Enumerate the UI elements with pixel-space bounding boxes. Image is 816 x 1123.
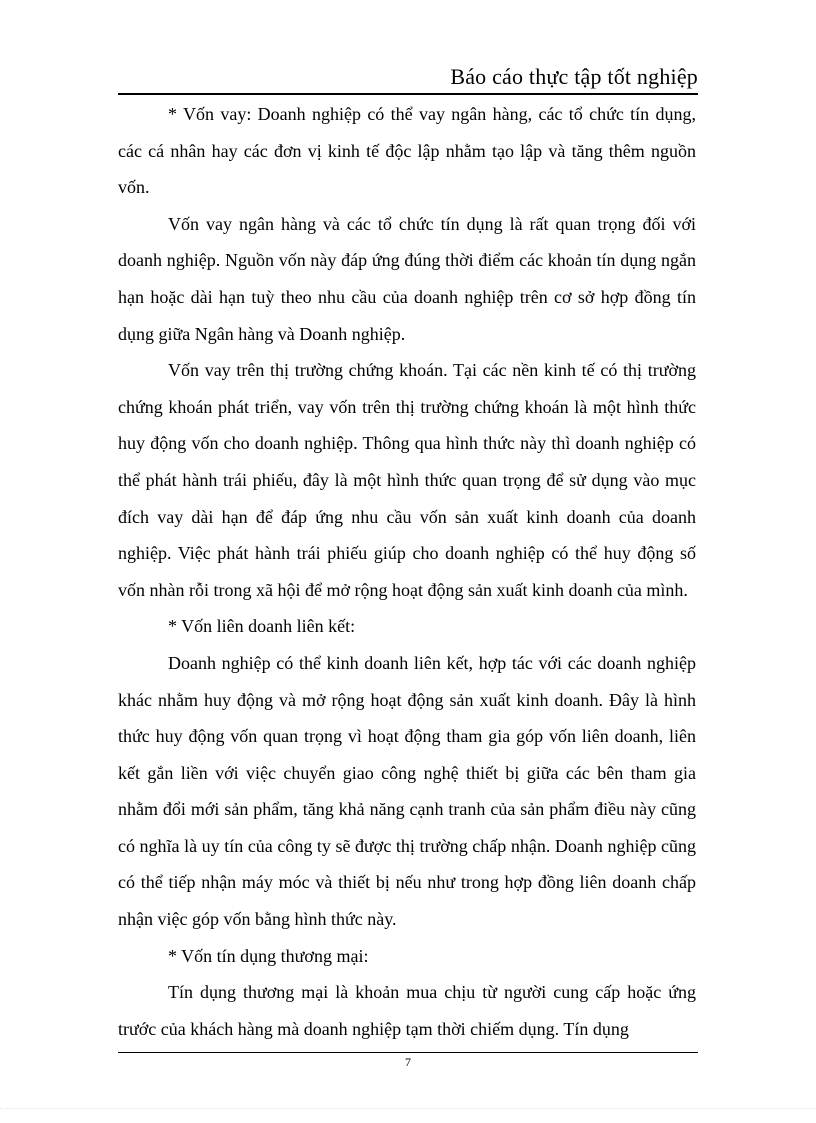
paragraph-chung-khoan: Vốn vay trên thị trường chứng khoán. Tại các nền kinh tế có thị trường chứng khoán phát triển, vay vốn trên thị trường chứng khoán là một hình thức huy động vốn cho doanh nghiệp. Thông qua hình thức này thì doanh nghiệp có thể phát hành trái phiếu, đây là một hình thức quan trọng để sử dụng vào mục đích vay dài hạn để đáp ứng nhu cầu vốn sản xuất kinh doanh của doanh nghiệp. Việc phát hành trái phiếu giúp cho doanh nghiệp có thể huy động số vốn nhàn rỗi trong xã hội để mở rộng hoạt động sản xuất kinh doanh của mình. — [118, 360, 696, 600]
paragraph-vay-von: * Vốn vay: Doanh nghiệp có thể vay ngân hàng, các tổ chức tín dụng, các cá nhân hay các đơn vị kinh tế độc lập nhằm tạo lập và tăng thêm nguồn vốn. — [118, 104, 696, 198]
page-number: 7 — [405, 1055, 411, 1069]
heading-tin-dung-thuong-mai: * Vốn tín dụng thương mại: — [168, 945, 369, 966]
heading-von-lien-doanh: * Vốn liên doanh liên kết: — [168, 616, 356, 637]
footer-rule — [118, 1052, 698, 1053]
document-body — [118, 96, 696, 1047]
header-rule — [118, 93, 698, 95]
page-bottom-edge — [0, 1108, 816, 1109]
header-title: Báo cáo thực tập tốt nghiệp — [450, 64, 698, 89]
paragraph-vay-ngan-hang: Vốn vay ngân hàng và các tổ chức tín dụng là rất quan trọng đối với doanh nghiệp. Nguồn vốn này đáp ứng đúng thời điểm các khoản tín dụng ngắn hạn hoặc dài hạn tuỳ theo nhu cầu của doanh nghiệp trên cơ sở hợp đồng tín dụng giữa Ngân hàng và Doanh nghiệp. — [118, 213, 696, 344]
paragraph-tin-dung-thuong-mai: Tín dụng thương mại là khoản mua chịu từ người cung cấp hoặc ứng trước của khách hàng mà doanh nghiệp tạm thời chiếm dụng. Tín dụng — [118, 982, 696, 1039]
paragraph-lien-doanh: Doanh nghiệp có thể kinh doanh liên kết, hợp tác với các doanh nghiệp khác nhằm huy động và mở rộng hoạt động sản xuất kinh doanh. Đây là hình thức huy động vốn quan trọng vì hoạt động tham gia góp vốn liên doanh, liên kết gắn liền với việc chuyển giao công nghệ thiết bị giữa các bên tham gia nhằm đổi mới sản phẩm, tăng khả năng cạnh tranh của sản phẩm điều này cũng có nghĩa là uy tín của công ty sẽ được thị trường chấp nhận. Doanh nghiệp cũng có thể tiếp nhận máy móc và thiết bị nếu như trong hợp đồng liên doanh chấp nhận việc góp vốn bằng hình thức này. — [118, 652, 696, 930]
